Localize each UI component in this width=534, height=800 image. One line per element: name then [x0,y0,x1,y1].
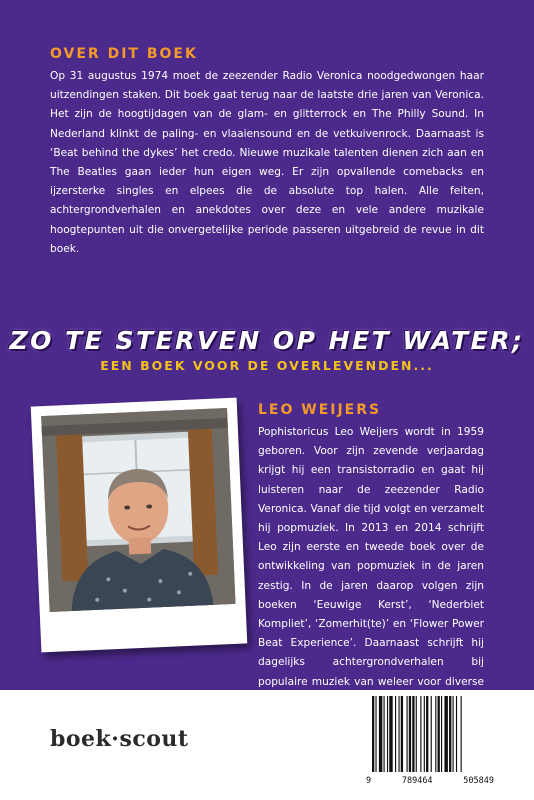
isbn-digit-group-1: 9 [366,776,372,786]
barcode-bar [375,696,376,772]
barcode-bar [416,696,417,772]
barcode-bar [395,696,396,772]
isbn-digit-group-3: 505849 [463,776,494,786]
author-title: LEO WEIJERS [258,402,382,418]
barcode-bar [387,696,388,772]
tagline-main: ZO TE STERVEN OP HET WATER; [9,326,525,355]
barcode-bar [379,696,382,772]
barcode-bar [401,696,403,772]
isbn-number [366,776,494,786]
barcode-bar [441,696,442,772]
barcode-bar [372,696,374,772]
barcode-bar [435,696,436,772]
barcode-bar [412,696,414,772]
barcode-bar [426,696,428,772]
barcode-bar [389,696,392,772]
isbn-barcode [366,694,494,792]
publisher-logo: boek·scout [50,726,189,752]
barcode-bar [398,696,399,772]
barcode-bar [424,696,425,772]
barcode-bar [384,696,385,772]
isbn-digit-group-2: 789464 [401,776,433,786]
barcode-bar [444,696,447,772]
author-portrait-illustration [41,408,235,612]
barcode-bar [461,696,462,772]
author-photo-frame [31,398,248,653]
about-title: OVER DIT BOEK [50,46,198,62]
about-text: Op 31 augustus 1974 moet de zeezender Radio Veronica noodgedwongen haar uitzendingen staken. Dit boek gaat terug naar de laatste drie jaren van Veronica. Het zijn de hoogtijdagen van de glam- en glitterrock en The Philly Sound. In Nederland klinkt de paling- en vlaaiensound en de vetkuivenrock. Daarnaast is ‘Beat behind the dykes’ het credo. Nieuwe muzikale talenten dienen zich aan en The Beatles gaan ieder hun eigen weg. Er zijn opvallende comebacks en ijzersterke singles en elpees die de absolute top halen. Alle feiten, achtergrondverhalen en anekdotes over deze en vele andere muzikale hoogtepunten uit die onvergetelijke periode passeren uitgebreid de revue in dit boek. [50,70,484,255]
barcode-bar [409,696,411,772]
barcode-bar [420,696,421,772]
tagline-sub: EEN BOEK VOOR DE OVERLEVENDEN... [100,358,434,373]
author-photo [41,408,235,612]
barcode-bar [431,696,432,772]
barcode-bar [453,696,454,772]
barcode-bar [449,696,451,772]
barcode-bar [438,696,440,772]
barcode-bar [456,696,457,772]
barcode-bar [407,696,408,772]
barcode-bars [366,694,494,776]
author-bio: Pophistoricus Leo Weijers wordt in 1959 geboren. Voor zijn zevende verjaardag krijgt hij een transistorradio en gaat hij luisteren naar de zeezender Radio Veronica. Vanaf die tijd volgt en verzamelt hij popmuziek. In 2013 en 2014 schrijft Leo zijn eerste en tweede boek over de ontwikkeling van popmuziek in de jaren zestig. In de jaren daarop volgen zijn boeken ‘Eeuwige Kerst’, ‘Nederbiet Kompliet’, ‘Zomerhit(te)’ en ‘Flower Power Beat Experience’. Daarnaast schrijft hij dagelijks achtergrondverhalen bij populaire muziek van weleer voor diverse [258,426,484,688]
